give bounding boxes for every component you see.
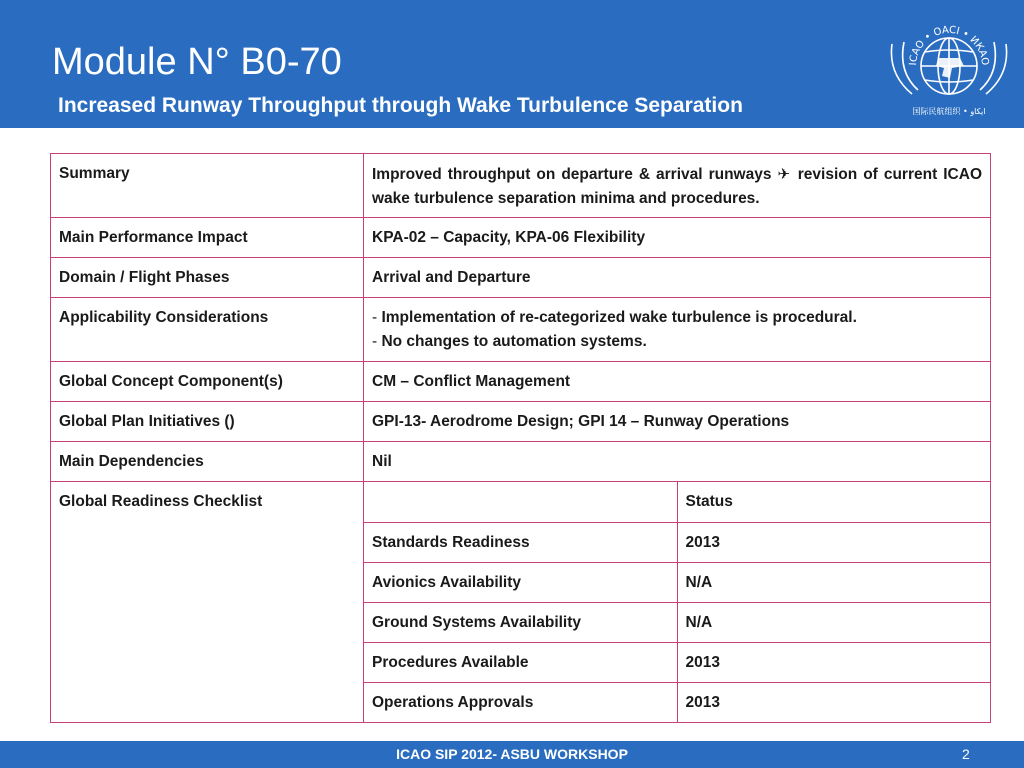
footer-bar — [0, 741, 1024, 768]
airplane-arrow-icon: ✈ — [777, 165, 792, 183]
logo-ring-text: ICAO • OACI • ИКАО — [907, 24, 991, 66]
applicability-line-2 — [372, 330, 982, 354]
table-row — [51, 258, 991, 298]
row-label-domain: Domain / Flight Phases — [51, 258, 364, 298]
bullet-dash: - — [372, 333, 382, 350]
readiness-item-status: 2013 — [677, 683, 991, 723]
row-label-performance: Main Performance Impact — [51, 218, 364, 258]
page-number: 2 — [962, 746, 970, 762]
readiness-item-name: Avionics Availability — [364, 563, 678, 603]
table-row — [51, 442, 991, 482]
row-label-initiatives: Global Plan Initiatives () — [51, 402, 364, 442]
row-label-applicability: Applicability Considerations — [51, 298, 364, 362]
readiness-item-status: N/A — [677, 563, 991, 603]
applicability-text-2: No changes to automation systems. — [381, 333, 647, 350]
readiness-item-name: Ground Systems Availability — [364, 603, 678, 643]
concept-value: CM – Conflict Management — [364, 362, 991, 402]
bullet-dash: - — [372, 309, 382, 326]
row-label-summary: Summary — [51, 154, 364, 218]
header-bar — [0, 0, 1024, 128]
table-row — [51, 154, 991, 218]
readiness-status-header: Status — [677, 482, 991, 523]
table-row — [51, 298, 991, 362]
summary-text-start: Improved throughput on departure & arrival runways — [372, 166, 772, 183]
readiness-item-name: Operations Approvals — [364, 683, 678, 723]
applicability-line-1 — [372, 306, 982, 330]
logo-bottom-text: 国际民航组织 • ايكاو — [912, 107, 986, 116]
readiness-item-status: 2013 — [677, 643, 991, 683]
applicability-text-1: Implementation of re-categorized wake turbulence is procedural. — [381, 309, 857, 326]
page-title: Module N° B0-70 — [52, 41, 342, 83]
module-table — [50, 153, 991, 723]
readiness-item-status: N/A — [677, 603, 991, 643]
readiness-item-name: Standards Readiness — [364, 523, 678, 563]
page-subtitle: Increased Runway Throughput through Wake Turbulence Separation — [58, 94, 743, 117]
table-row — [51, 218, 991, 258]
readiness-item-status: 2013 — [677, 523, 991, 563]
readiness-item-name: Procedures Available — [364, 643, 678, 683]
initiatives-value: GPI-13- Aerodrome Design; GPI 14 – Runway Operations — [364, 402, 991, 442]
domain-value: Arrival and Departure — [364, 258, 991, 298]
summary-text-end: revision of current ICAO wake turbulence separation minima and procedures. — [372, 166, 982, 207]
applicability-value — [364, 298, 991, 362]
row-label-dependencies: Main Dependencies — [51, 442, 364, 482]
row-label-concept: Global Concept Component(s) — [51, 362, 364, 402]
icao-logo-icon — [878, 6, 1020, 124]
table-row — [51, 362, 991, 402]
row-label-readiness: Global Readiness Checklist — [51, 482, 364, 723]
readiness-header-blank — [364, 482, 678, 523]
summary-value — [364, 154, 991, 218]
table-row — [51, 402, 991, 442]
dependencies-value: Nil — [364, 442, 991, 482]
table-row — [51, 482, 991, 523]
footer-text: ICAO SIP 2012- ASBU WORKSHOP — [396, 746, 628, 762]
performance-value: KPA-02 – Capacity, KPA-06 Flexibility — [364, 218, 991, 258]
